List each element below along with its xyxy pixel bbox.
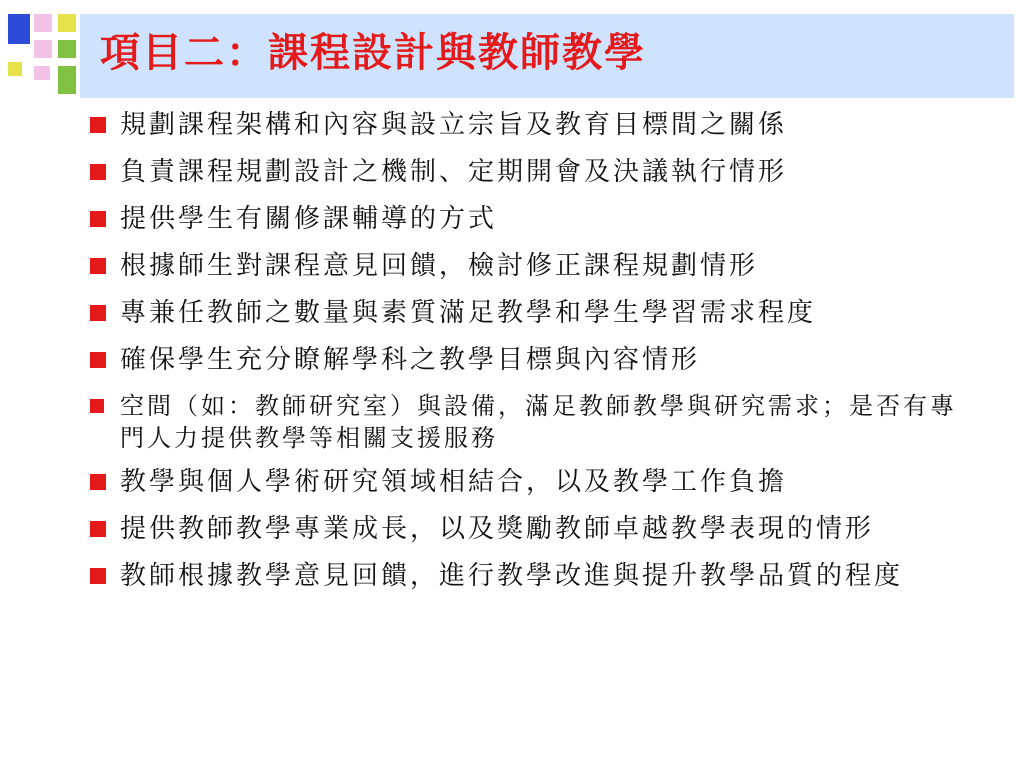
bullet-item — [88, 155, 978, 189]
bullet-item — [88, 202, 978, 236]
square-bullet-icon — [90, 568, 106, 584]
decorative-square-pink-2 — [34, 40, 52, 58]
bullet-text: 教師根據教學意見回饋，進行教學改進與提升教學品質的程度 — [120, 561, 904, 591]
square-bullet-icon — [90, 305, 106, 321]
bullet-text: 提供學生有關修課輔導的方式 — [120, 204, 498, 234]
bullet-text: 提供教師教學專業成長，以及獎勵教師卓越教學表現的情形 — [120, 514, 875, 544]
bullet-text: 確保學生充分瞭解學科之教學目標與內容情形 — [120, 345, 701, 375]
square-bullet-icon — [90, 117, 106, 133]
bullet-item — [88, 559, 978, 593]
square-bullet-icon — [90, 258, 106, 274]
square-bullet-icon — [90, 352, 106, 368]
bullet-text: 教學與個人學術研究領域相結合，以及教學工作負擔 — [120, 467, 788, 497]
bullet-text: 空間（如：教師研究室）與設備，滿足教師教學與研究需求；是否有專門人力提供教學等相關支援服務 — [120, 392, 957, 452]
bullet-item — [88, 108, 978, 142]
bullet-item — [88, 296, 978, 330]
bullet-item — [88, 390, 978, 454]
square-bullet-icon — [90, 164, 106, 180]
bullet-item — [88, 465, 978, 499]
bullet-text: 規劃課程架構和內容與設立宗旨及教育目標間之關係 — [120, 110, 788, 140]
slide-title: 項目二：課程設計與教師教學 — [100, 29, 646, 76]
square-bullet-icon — [90, 399, 104, 413]
decorative-square-yellow — [58, 14, 76, 32]
decorative-square-pink — [34, 14, 52, 32]
bullet-item — [88, 512, 978, 546]
decorative-square-blue — [8, 14, 30, 44]
decorative-square-green-2 — [58, 66, 76, 94]
bullet-list — [88, 108, 978, 606]
square-bullet-icon — [90, 521, 106, 537]
bullet-text: 專兼任教師之數量與素質滿足教學和學生學習需求程度 — [120, 298, 817, 328]
decorative-square-pink-3 — [34, 66, 50, 80]
decorative-square-yellow-2 — [8, 62, 22, 76]
square-bullet-icon — [90, 474, 106, 490]
decorative-square-green — [58, 40, 76, 58]
square-bullet-icon — [90, 211, 106, 227]
bullet-item — [88, 343, 978, 377]
bullet-text: 負責課程規劃設計之機制、定期開會及決議執行情形 — [120, 157, 788, 187]
bullet-item — [88, 249, 978, 283]
bullet-text: 根據師生對課程意見回饋，檢討修正課程規劃情形 — [120, 251, 759, 281]
